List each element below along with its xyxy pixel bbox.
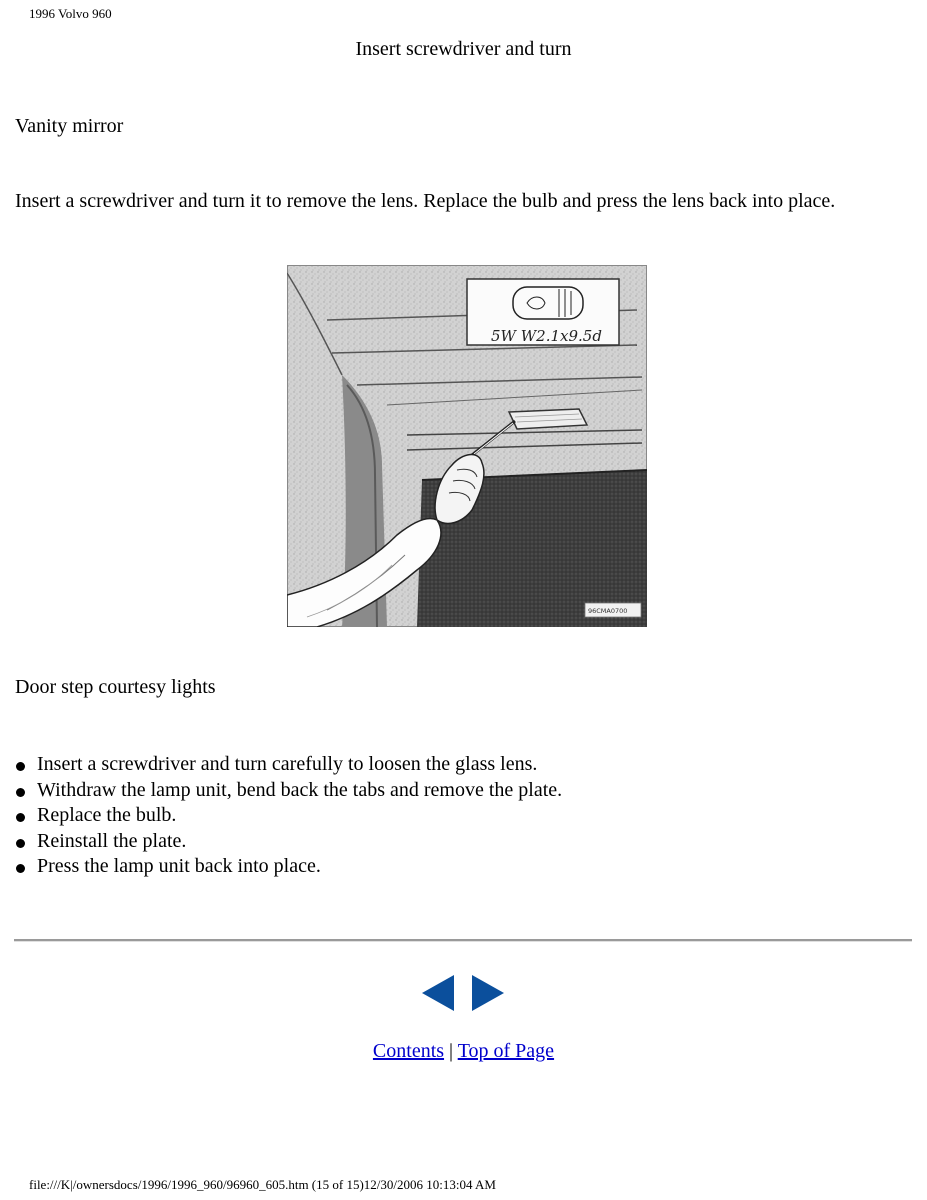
bullet-icon — [16, 813, 25, 822]
right-arrow-icon — [470, 974, 506, 1012]
bullet-icon — [16, 864, 25, 873]
step-text: Replace the bulb. — [37, 804, 177, 826]
step-text: Press the lamp unit back into place. — [37, 855, 321, 877]
bullet-icon — [16, 788, 25, 797]
link-separator: | — [449, 1040, 454, 1062]
step-text: Insert a screwdriver and turn carefully to loosen the glass lens. — [37, 753, 538, 775]
step-text: Withdraw the lamp unit, bend back the tabs and remove the plate. — [37, 778, 563, 801]
door-step-lights-heading: Door step courtesy lights — [15, 676, 216, 698]
left-arrow-icon — [420, 974, 456, 1012]
figure-caption: Insert screwdriver and turn — [355, 38, 572, 60]
list-item — [15, 803, 562, 829]
footer-links — [0, 1040, 927, 1063]
page-navigation — [420, 974, 510, 1014]
file-path-footer: file:///K|/ownersdocs/1996/1996_960/96960_605.htm (15 of 15)12/30/2006 10:13:04 AM — [29, 1177, 496, 1192]
list-item — [15, 854, 562, 880]
top-of-page-link[interactable]: Top of Page — [457, 1040, 555, 1062]
door-step-steps-list — [15, 752, 562, 880]
list-item — [15, 829, 562, 855]
horizontal-divider — [14, 939, 912, 942]
door-step-light-illustration — [287, 265, 647, 627]
list-item — [15, 752, 562, 778]
vanity-mirror-instructions: Insert a screwdriver and turn it to remove the lens. Replace the bulb and press the lens back into place. — [15, 190, 836, 212]
bullet-icon — [16, 839, 25, 848]
bullet-icon — [16, 762, 25, 771]
list-item — [15, 778, 562, 804]
vanity-mirror-heading: Vanity mirror — [15, 115, 124, 137]
next-page-button[interactable] — [470, 974, 506, 1012]
contents-link[interactable]: Contents — [372, 1040, 445, 1062]
illustration-code: 96CMA0700 — [588, 607, 628, 615]
step-text: Reinstall the plate. — [37, 829, 187, 852]
document-header-title: 1996 Volvo 960 — [29, 6, 112, 21]
previous-page-button[interactable] — [420, 974, 456, 1012]
bulb-spec-label: 5W W2.1x9.5d — [491, 327, 602, 345]
